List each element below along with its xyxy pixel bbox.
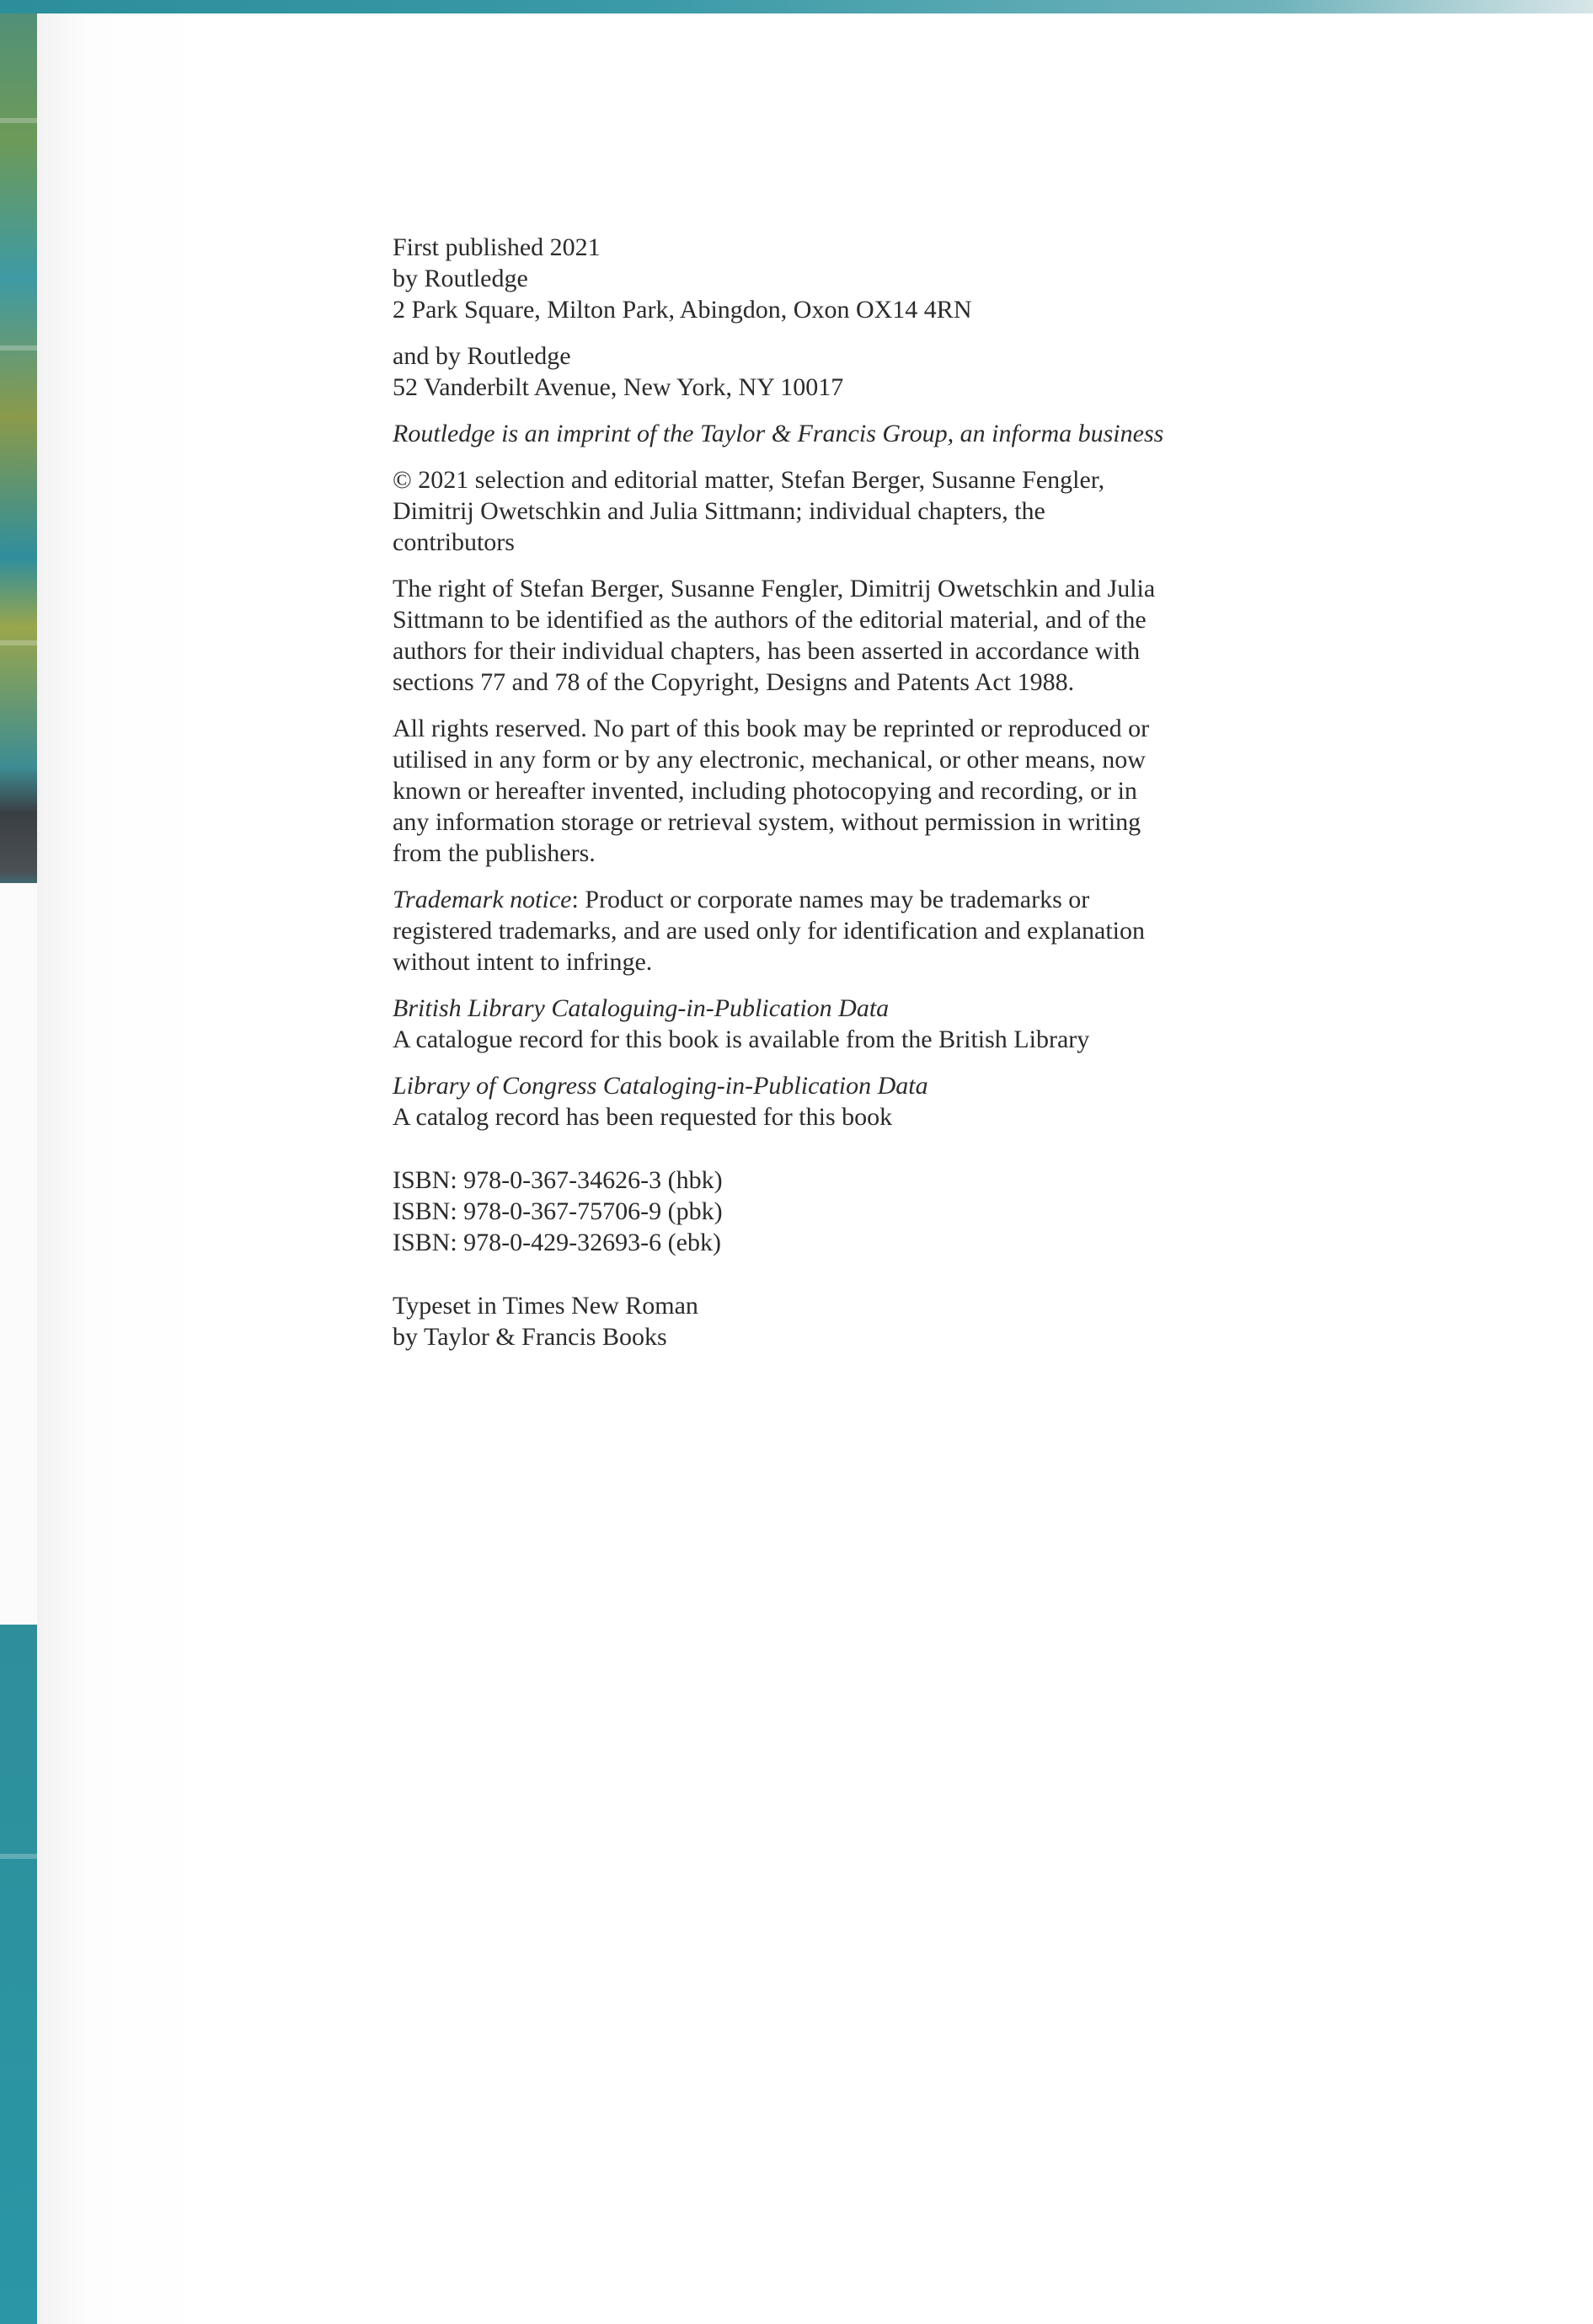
library-of-congress-block (393, 1070, 1319, 1133)
copyright-block (393, 464, 1319, 558)
trademark-line: registered trademarks, and are used only for identification and explanation (393, 917, 1145, 945)
typeset-by: by Taylor & Francis Books (393, 1323, 667, 1351)
us-publisher-name: and by Routledge (393, 342, 571, 370)
us-publisher-block (393, 340, 1319, 403)
rights-reserved-line: known or hereafter invented, including photocopying and recording, or in (393, 777, 1137, 805)
publisher-name: by Routledge (393, 265, 528, 292)
trademark-line (393, 884, 1319, 915)
moral-rights-line: sections 77 and 78 of the Copyright, Designs and Patents Act 1988. (393, 668, 1075, 696)
british-library-block (393, 993, 1319, 1055)
moral-rights-line: The right of Stefan Berger, Susanne Fengler, Dimitrij Owetschkin and Julia (393, 575, 1156, 602)
publisher-address: 2 Park Square, Milton Park, Abingdon, Oxon OX14 4RN (393, 296, 972, 324)
trademark-text: : Product or corporate names may be trademarks or (571, 886, 1090, 913)
rights-reserved-line: All rights reserved. No part of this book may be reprinted or reproduced or (393, 715, 1150, 742)
moral-rights-line: authors for their individual chapters, has been asserted in accordance with (393, 637, 1141, 665)
moral-rights-block (393, 573, 1319, 698)
isbn-pbk: ISBN: 978-0-367-75706-9 (pbk) (393, 1197, 723, 1225)
first-published-block (393, 232, 1319, 325)
library-of-congress-text: A catalog record has been requested for this book (393, 1103, 893, 1131)
isbn-block (393, 1165, 1319, 1258)
isbn-ebk: ISBN: 978-0-429-32693-6 (ebk) (393, 1229, 721, 1256)
typeset-font: Typeset in Times New Roman (393, 1292, 698, 1320)
rights-reserved-line: from the publishers. (393, 839, 596, 867)
trademark-line: without intent to infringe. (393, 948, 653, 976)
trademark-block (393, 884, 1319, 977)
moral-rights-line: Sittmann to be identified as the authors of the editorial material, and of the (393, 606, 1147, 634)
rights-reserved-line: any information storage or retrieval system, without permission in writing (393, 808, 1141, 836)
isbn-hbk: ISBN: 978-0-367-34626-3 (hbk) (393, 1166, 723, 1194)
copyright-line: Dimitrij Owetschkin and Julia Sittmann; individual chapters, the (393, 497, 1045, 525)
copyright-line: contributors (393, 528, 515, 556)
british-library-text: A catalogue record for this book is available from the British Library (393, 1025, 1090, 1053)
copyright-line: © 2021 selection and editorial matter, Stefan Berger, Susanne Fengler, (393, 466, 1105, 494)
rights-reserved-block (393, 713, 1319, 869)
trademark-label: Trademark notice (393, 886, 572, 913)
us-publisher-address: 52 Vanderbilt Avenue, New York, NY 10017 (393, 373, 844, 401)
imprint-note: Routledge is an imprint of the Taylor & Francis Group, an informa business (393, 420, 1164, 447)
first-published-line: First published 2021 (393, 233, 601, 261)
library-of-congress-heading: Library of Congress Cataloging-in-Publication Data (393, 1072, 928, 1100)
british-library-heading: British Library Cataloguing-in-Publication Data (393, 994, 890, 1022)
imprint-text (393, 232, 1319, 1368)
imprint-note-block (393, 418, 1319, 449)
page-top-edge (0, 0, 1593, 13)
rights-reserved-line: utilised in any form or by any electronic, mechanical, or other means, now (393, 746, 1146, 774)
typeset-block (393, 1290, 1319, 1352)
